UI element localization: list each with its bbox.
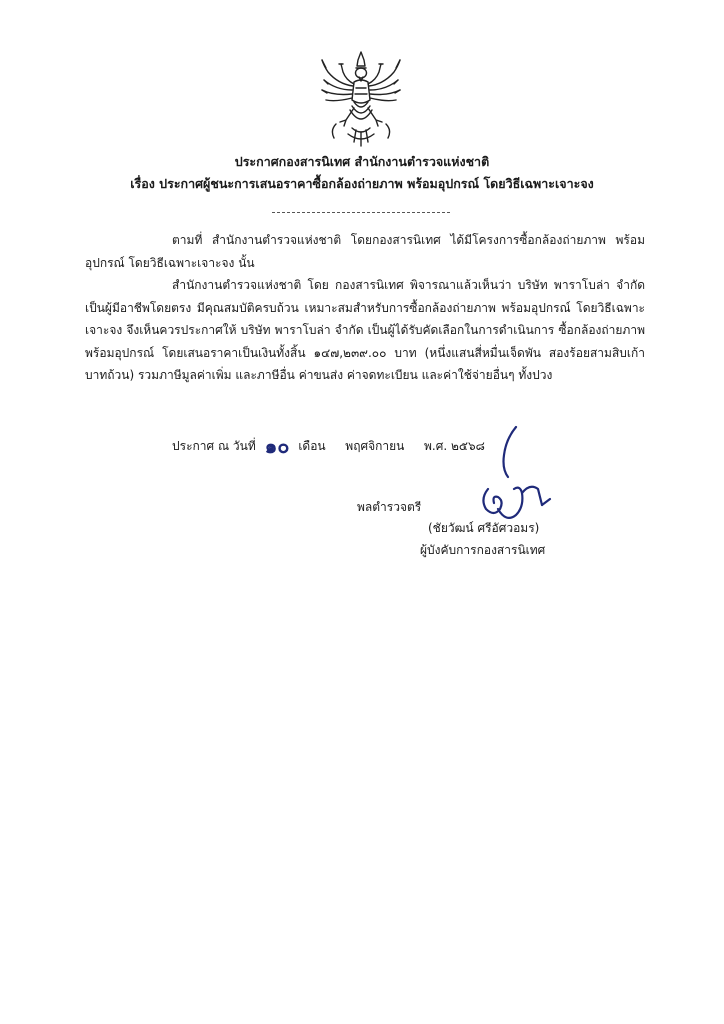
date-day: ๑๐ [264, 434, 290, 458]
document-title: ประกาศกองสารนิเทศ สำนักงานตำรวจแห่งชาติ [234, 154, 490, 169]
signer-position: ผู้บังคับการกองสารนิเทศ [420, 543, 546, 557]
divider [272, 212, 450, 213]
body-paragraph-1: ตามที่ สำนักงานตำรวจแห่งชาติ โดยกองสารนิเทศ ได้มีโครงการซื้อกล้องถ่ายภาพ พร้อมอุปกรณ์ โดยวิธีเฉพาะเจาะจง นั้น [85, 233, 645, 270]
document-subject: เรื่อง ประกาศผู้ชนะการเสนอราคาซื้อกล้องถ่ายภาพ พร้อมอุปกรณ์ โดยวิธีเฉพาะเจาะจง [130, 176, 594, 191]
handwritten-signature [470, 425, 560, 530]
signer-name: (ชัยวัฒน์ ศรีอัศวอมร) [428, 521, 540, 535]
date-month: พฤศจิกายน [345, 439, 405, 453]
date-prefix: ประกาศ ณ วันที่ [172, 439, 256, 453]
signer-rank: พลตำรวจตรี [357, 500, 422, 514]
date-year: พ.ศ. ๒๕๖๘ [424, 439, 485, 453]
garuda-emblem-icon [316, 50, 406, 150]
body-paragraph-2: สำนักงานตำรวจแห่งชาติ โดย กองสารนิเทศ พิจารณาแล้วเห็นว่า บริษัท พาราโบล่า จำกัด เป็นผู้มีอาชีพโดยตรง มีคุณสมบัติครบถ้วน เหมาะสมสำหรับการซื้อกล้องถ่ายภาพ พร้อมอุปกรณ์ โดยวิธีเฉพาะเจาะจง จึงเห็นควรประกาศให้ บริษัท พาราโบล่า จำกัด เป็นผู้ได้รับคัดเลือกในการดำเนินการ ซื้อกล้องถ่ายภาพ พร้อมอุปกรณ์ โดยเสนอราคาเป็นเงินทั้งสิ้น ๑๔๗,๒๓๙.๐๐ บาท (หนึ่งแสนสี่หมื่นเจ็ดพัน สองร้อยสามสิบเก้าบาทถ้วน) รวมภาษีมูลค่าเพิ่ม และภาษีอื่น ค่าขนส่ง ค่าจดทะเบียน และค่าใช้จ่ายอื่นๆ ทั้งปวง [85, 278, 645, 382]
announcement-date [172, 430, 485, 462]
date-month-label: เดือน [298, 439, 326, 453]
